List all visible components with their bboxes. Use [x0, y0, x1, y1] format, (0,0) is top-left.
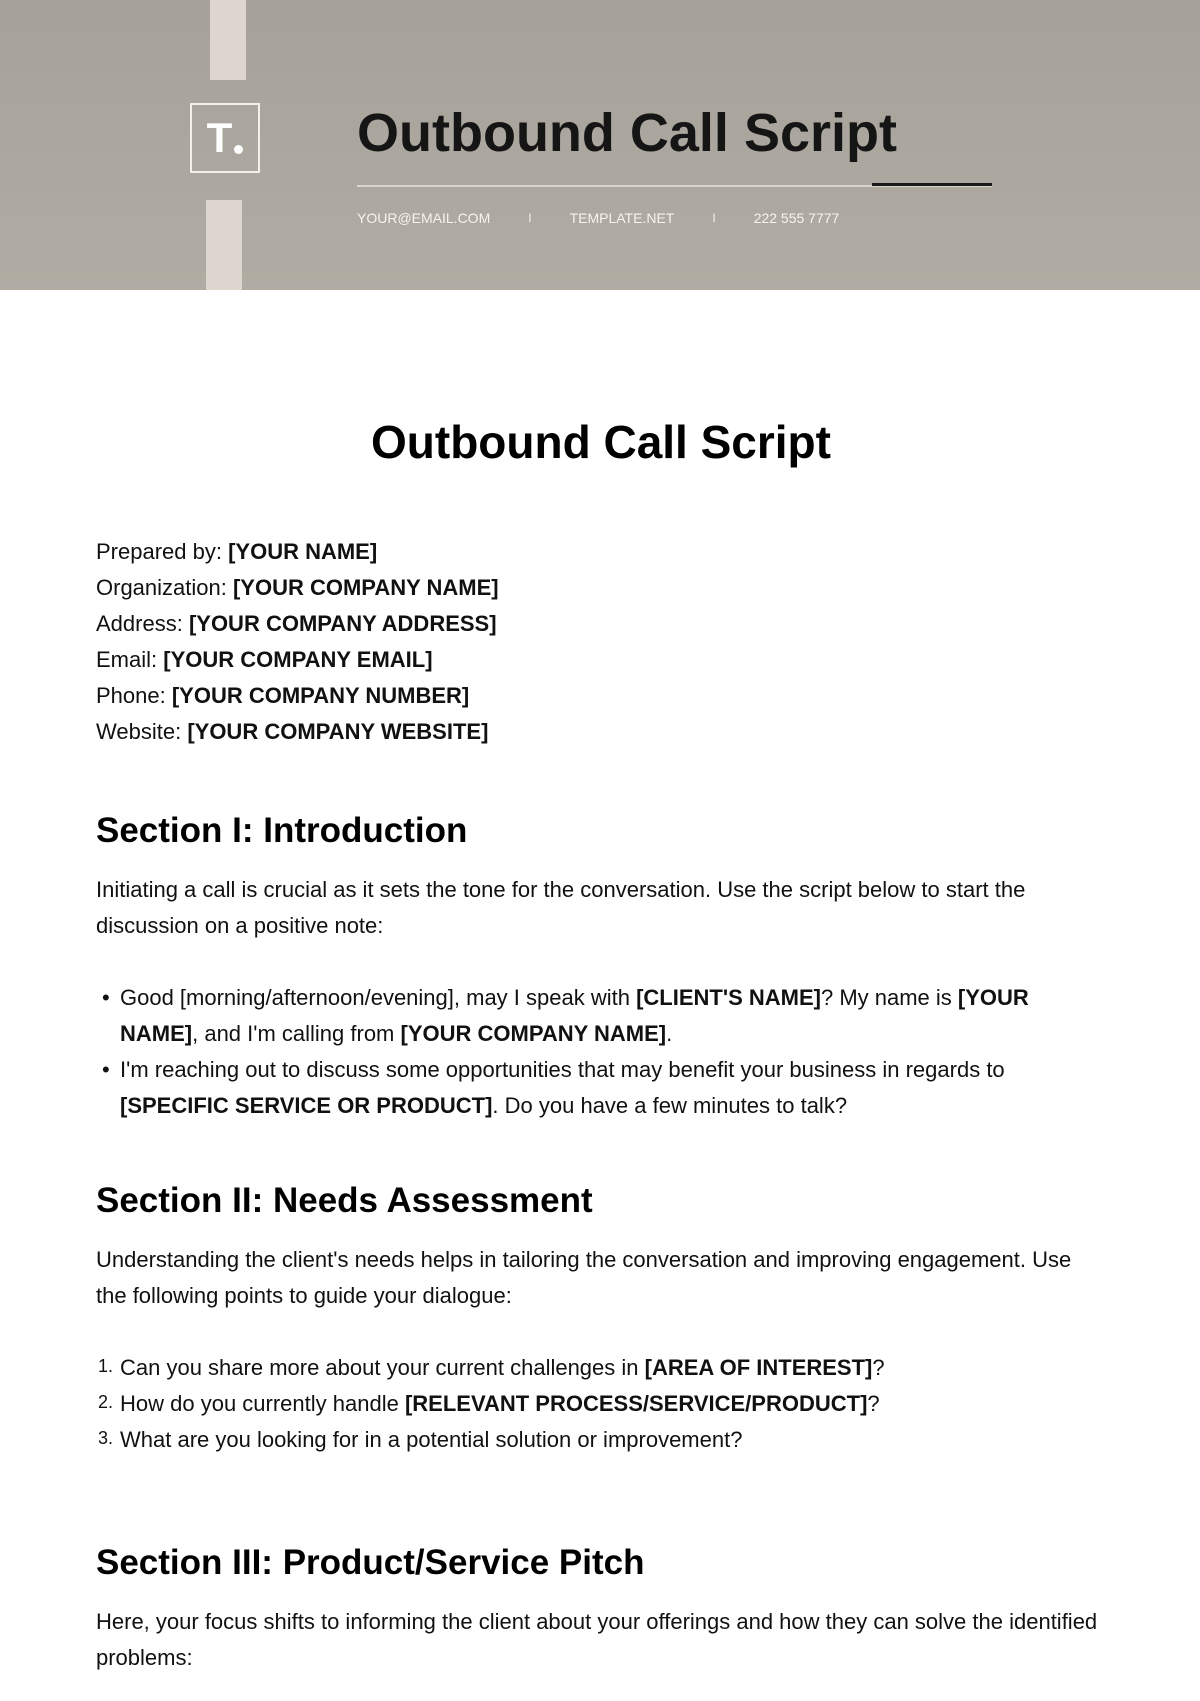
section-intro: Initiating a call is crucial as it sets the tone for the conversation. Use the script below to start the discussion on a positive note: [96, 876, 1026, 938]
logo-dot [234, 145, 243, 154]
numbered-list [96, 1350, 1106, 1458]
meta-value: [YOUR COMPANY NUMBER] [171, 682, 470, 708]
meta-label: Email: [96, 646, 164, 672]
banner-title: Outbound Call Script [357, 103, 897, 163]
section-heading: Section II: Needs Assessment [96, 1180, 593, 1220]
section-intro: Here, your focus shifts to informing the client about your offerings and how they can solve the identified problems: [96, 1608, 1098, 1670]
meta-value: [YOUR COMPANY WEBSITE] [187, 718, 489, 744]
meta-row [96, 714, 1106, 750]
meta-row [96, 570, 1106, 606]
bullet-list [96, 980, 1106, 1124]
prepared-info [96, 534, 1106, 750]
meta-row [96, 534, 1106, 570]
meta-value: [YOUR COMPANY ADDRESS] [188, 610, 497, 636]
contact-website: TEMPLATE.NET [569, 210, 675, 226]
section-product-pitch [96, 1542, 1106, 1676]
list-item: • Good [morning/afternoon/evening], may I speak with [CLIENT'S NAME]? My name is [YOUR NAME], and I'm calling from [YOUR COMPANY NAME]. [96, 980, 1106, 1052]
banner-divider-accent [872, 183, 992, 186]
decorative-stripe-bottom [206, 200, 242, 290]
section-needs-assessment [96, 1180, 1106, 1458]
document-body [96, 290, 1106, 1676]
list-number: 3. [98, 1427, 114, 1448]
meta-label: Website: [96, 718, 188, 744]
list-item: 3. What are you looking for in a potential solution or improvement? [96, 1422, 1106, 1458]
meta-row [96, 606, 1106, 642]
decorative-stripe-top [210, 0, 246, 80]
list-item: 2. How do you currently handle [RELEVANT PROCESS/SERVICE/PRODUCT]? [96, 1386, 1106, 1422]
contact-separator: I [712, 211, 716, 225]
header-banner [0, 0, 1200, 290]
contact-bar [357, 210, 839, 226]
contact-phone: 222 555 7777 [753, 210, 840, 226]
list-number: 2. [98, 1391, 114, 1412]
contact-email: YOUR@EMAIL.COM [357, 210, 491, 226]
section-intro: Understanding the client's needs helps in tailoring the conversation and improving engagement. Use the following points to guide your dialogue: [96, 1246, 1072, 1308]
meta-value: [YOUR COMPANY EMAIL] [163, 646, 433, 672]
list-item: • I'm reaching out to discuss some opportunities that may benefit your business in regards to [SPECIFIC SERVICE OR PRODUCT]. Do you have a few minutes to talk? [96, 1052, 1106, 1124]
meta-row [96, 642, 1106, 678]
template-logo [190, 103, 260, 173]
meta-label: Organization: [96, 574, 233, 600]
list-number: 1. [98, 1355, 114, 1376]
section-heading: Section III: Product/Service Pitch [96, 1542, 645, 1582]
meta-label: Prepared by: [96, 538, 229, 564]
section-introduction [96, 810, 1106, 1124]
meta-label: Address: [96, 610, 189, 636]
meta-value: [YOUR COMPANY NAME] [232, 574, 499, 600]
meta-label: Phone: [96, 682, 172, 708]
contact-separator: I [528, 211, 532, 225]
list-item: 1. Can you share more about your current challenges in [AREA OF INTEREST]? [96, 1350, 1106, 1386]
logo-letter: T [206, 114, 233, 161]
section-heading: Section I: Introduction [96, 810, 468, 850]
meta-row [96, 678, 1106, 714]
document-title: Outbound Call Script [371, 416, 831, 468]
meta-value: [YOUR NAME] [228, 538, 378, 564]
